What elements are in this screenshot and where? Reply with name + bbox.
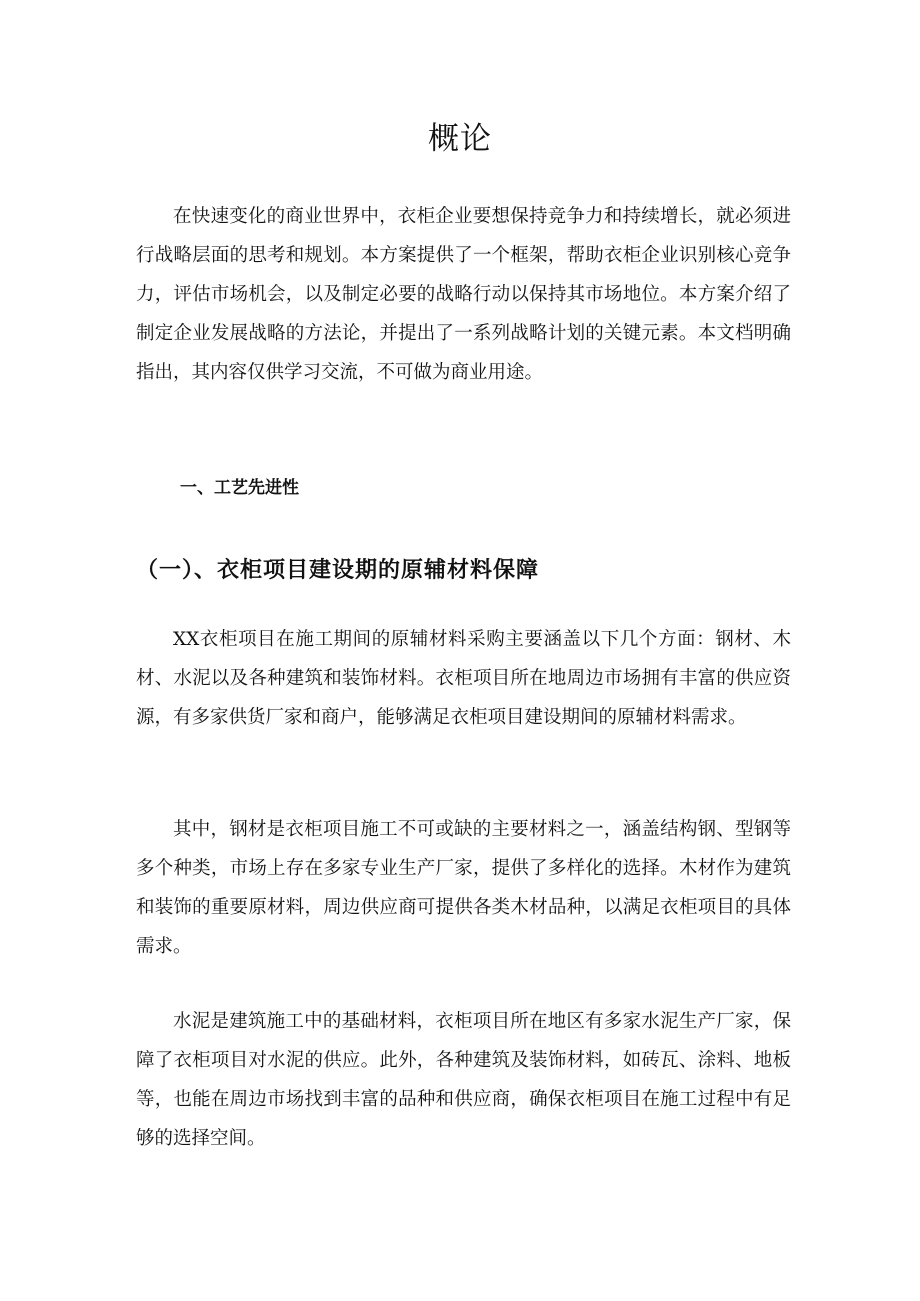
page-title: 概论 [428, 121, 492, 157]
subsection-heading: （一）、衣柜项目建设期的原辅材料保障 [136, 558, 540, 583]
section-heading: 一、工艺先进性 [180, 478, 299, 498]
body-paragraph: 其中，钢材是衣柜项目施工不可或缺的主要材料之一，涵盖结构钢、型钢等多个种类，市场上存在多家专业生产厂家，提供了多样化的选择。木材作为建筑和装饰的重要原材料，周边供应商可提供各类木材品种，以满足衣柜项目的具体需求。 [136, 819, 791, 957]
intro-paragraph: 在快速变化的商业世界中，衣柜企业要想保持竞争力和持续增长，就必须进行战略层面的思考和规划。本方案提供了一个框架，帮助衣柜企业识别核心竞争力，评估市场机会，以及制定必要的战略行动以保持其市场地位。本方案介绍了制定企业发展战略的方法论，并提出了一系列战略计划的关键元素。本文档明确指出，其内容仅供学习交流，不可做为商业用途。 [136, 206, 791, 383]
body-paragraph: XX衣柜项目在施工期间的原辅材料采购主要涵盖以下几个方面：钢材、木材、水泥以及各种建筑和装饰材料。衣柜项目所在地周边市场拥有丰富的供应资源，有多家供货厂家和商户，能够满足衣柜项目建设期间的原辅材料需求。 [136, 629, 791, 728]
body-paragraph: 水泥是建筑施工中的基础材料，衣柜项目所在地区有多家水泥生产厂家，保障了衣柜项目对水泥的供应。此外，各种建筑及装饰材料，如砖瓦、涂料、地板等，也能在周边市场找到丰富的品种和供应商，确保衣柜项目在施工过程中有足够的选择空间。 [136, 1011, 791, 1149]
